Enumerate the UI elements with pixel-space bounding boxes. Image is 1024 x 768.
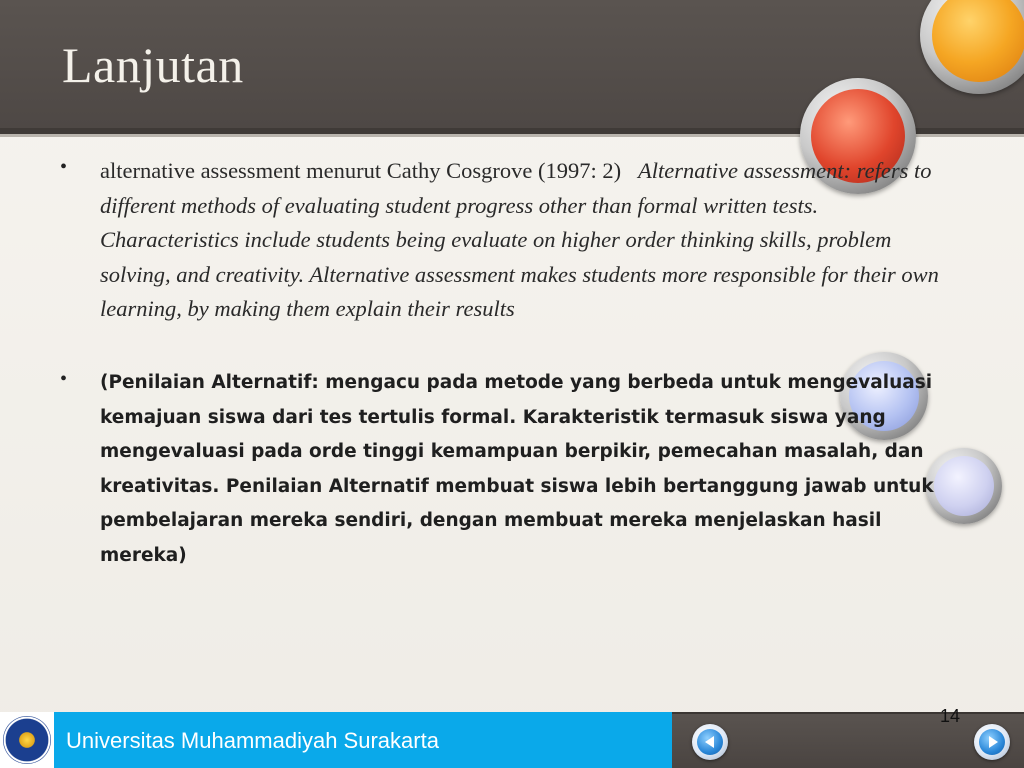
arrow-left-icon bbox=[697, 729, 723, 755]
bullet-english-definition bbox=[100, 154, 950, 327]
previous-slide-button[interactable] bbox=[692, 724, 728, 760]
next-slide-button[interactable] bbox=[974, 724, 1010, 760]
bullet-marker: • bbox=[60, 368, 68, 390]
page-number: 14 bbox=[940, 706, 961, 726]
university-logo bbox=[3, 716, 51, 764]
bullet-indonesian-translation: (Penilaian Alternatif: mengacu pada metode yang berbeda untuk mengevaluasi kemajuan siswa dari tes tertulis formal. Karakteristik termasuk siswa yang mengevaluasi pada orde tinggi kemampuan berpikir, pemecahan masalah, dan kreativitas. Penilaian Alternatif membuat siswa lebih bertanggung jawab untuk pembelajaran mereka sendiri, dengan membuat mereka menjelaskan hasil mereka) bbox=[100, 372, 934, 566]
footer-divider bbox=[672, 712, 1024, 714]
footer-institution-name: Universitas Muhammadiyah Surakarta bbox=[66, 728, 439, 753]
citation-text: alternative assessment menurut Cathy Cosgrove (1997: 2) bbox=[100, 158, 622, 183]
bullet-marker: • bbox=[60, 156, 68, 178]
arrow-right-icon bbox=[979, 729, 1005, 755]
definition-italic-text: Alternative assessment: refers to different methods of evaluating student progress other than formal written tests. Characteristics include students being evaluate on higher order thinking skills, problem solving, and creativity. Alternative assessment makes students more responsible for their own learning, by making them explain their results bbox=[100, 158, 939, 321]
slide-title: Lanjutan bbox=[62, 37, 244, 93]
